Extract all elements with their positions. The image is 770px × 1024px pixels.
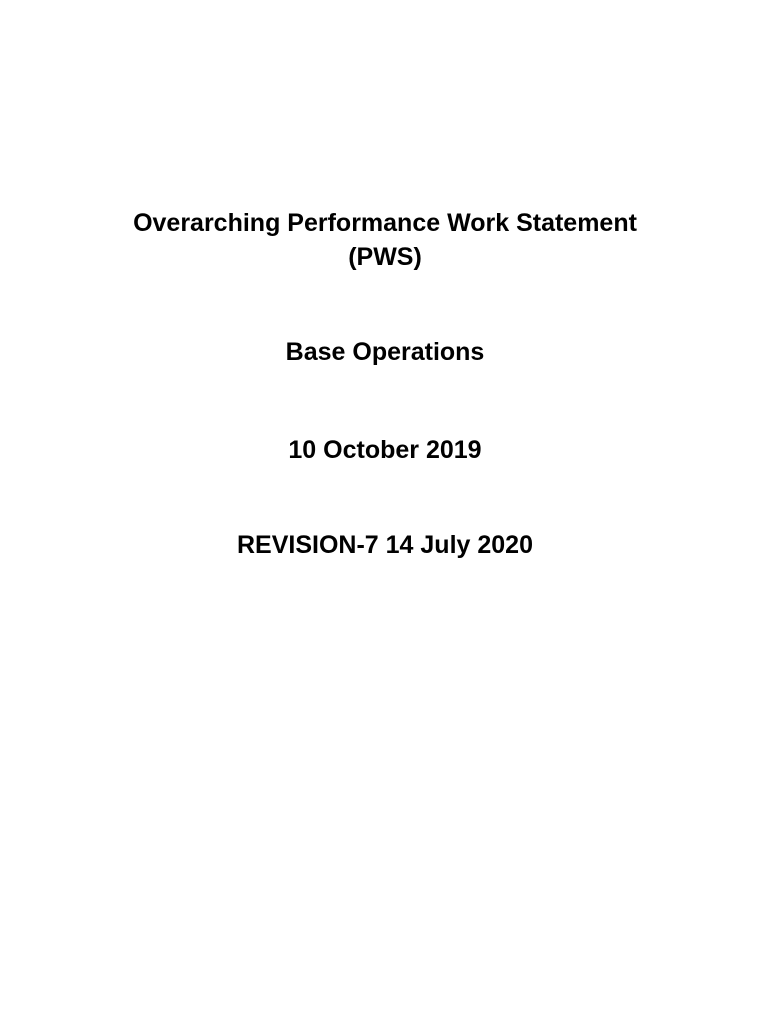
- document-subtitle: Base Operations: [285, 338, 485, 366]
- document-date: 10 October 2019: [288, 436, 482, 464]
- document-title-line-1: Overarching Performance Work Statement: [133, 209, 637, 237]
- document-revision: REVISION-7 14 July 2020: [237, 531, 533, 559]
- document-title-line-2: (PWS): [348, 243, 422, 271]
